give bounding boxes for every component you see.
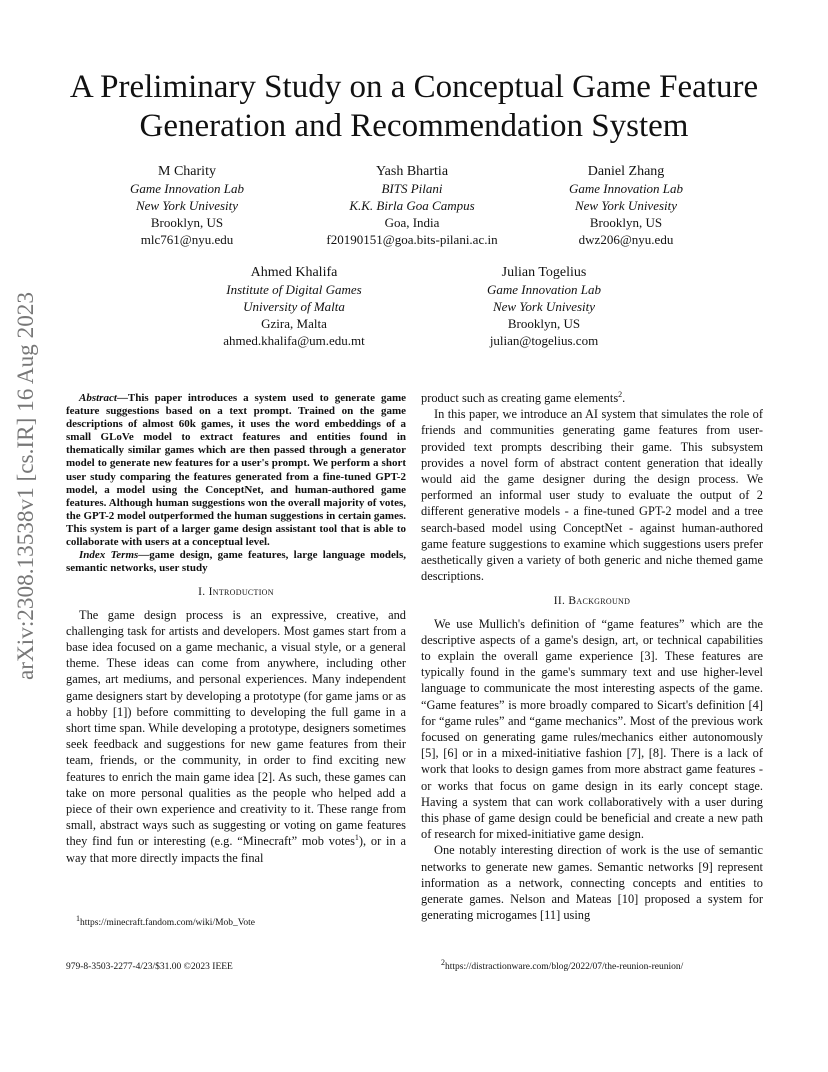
author-affiliation: Game Innovation Lab bbox=[486, 282, 602, 297]
author-email: dwz206@nyu.edu bbox=[578, 232, 674, 247]
footnote-ref: 1 bbox=[354, 833, 359, 843]
author-location: Brooklyn, US bbox=[150, 215, 224, 230]
abstract-label: Abstract bbox=[79, 392, 117, 404]
arxiv-side-stamp bbox=[6, 290, 42, 680]
author-name: Yash Bhartia bbox=[375, 164, 449, 179]
index-terms bbox=[66, 549, 406, 575]
footnote-url: https://minecraft.fandom.com/wiki/Mob_Vote bbox=[80, 918, 256, 928]
background-paragraph-2: One notably interesting direction of work is the use of semantic networks to generate new games. Semantic networks [9] represent information as a network, connecting concepts and entities to generate games. Nelson and Mateas [10] proposed a system for generating microgames [11] using bbox=[421, 843, 763, 923]
author-name: Daniel Zhang bbox=[587, 164, 665, 179]
section-heading-introduction: I. Introduction bbox=[198, 586, 274, 599]
author-affiliation: New York Univesity bbox=[135, 198, 239, 213]
author-block-khalifa bbox=[174, 264, 414, 349]
intro-paragraph-2: In this paper, we introduce an AI system that simulates the role of friends and communities generating game features from user-provided text prompts describing their game. This subsystem provides a novel form of abstract content generation that ideally would aid the game designer during the design process. We performed an informal user study to evaluate the output of 2 different generative models - a fine-tuned GPT-2 model and a tree search-based model using ConceptNet - against human-authored game feature suggestions to examine which suggestions users prefer aesthetically given a variety of both generic and niche themed game descriptions. bbox=[421, 407, 763, 584]
index-terms-label: Index Terms bbox=[79, 549, 139, 562]
footnote-1 bbox=[76, 913, 256, 928]
paper-title bbox=[40, 68, 788, 146]
background-paragraph-1: We use Mullich's definition of “game features” which are the descriptive aspects of a game's design, art, or technical capabilities to explain the overall game experience [3]. These features are typically found in the game's summary text and use higher-level language to communicate the most interesting aspects of the game. “Game features” is more broadly compared to Sicart's definition [4] for “game rules” and “game mechanics”. Most of the previous work focused on generating game rules/mechanics either autonomously [5], [6] or in a mixed-initiative fashion [7], [8]. There is a lack of work that looks to design games from more abstract game features - or works that focus on game design in its early concept stage. Having a system that can work collaboratively with a user during this phase of game design could be beneficial and create a new path of research for mixed-initiative game design. bbox=[421, 616, 763, 842]
footnote-2 bbox=[441, 957, 684, 972]
abstract bbox=[66, 392, 406, 549]
author-affiliation: BITS Pilani bbox=[381, 181, 443, 196]
intro-paragraph bbox=[66, 607, 406, 866]
index-terms-text: —game design, game features, large language models, semantic networks, user study bbox=[66, 549, 406, 575]
footnote-mark: 1 bbox=[76, 913, 80, 923]
author-affiliation: Game Innovation Lab bbox=[568, 181, 684, 196]
author-block-bhartia bbox=[292, 163, 532, 248]
right-column bbox=[421, 390, 763, 924]
author-location: Goa, India bbox=[384, 215, 440, 230]
author-name: Ahmed Khalifa bbox=[250, 265, 338, 280]
intro-text-end: ), or in a way that more directly impacts the final bbox=[66, 834, 406, 865]
footnote-url: https://distractionware.com/blog/2022/07/the-reunion-reunion/ bbox=[445, 962, 684, 972]
author-location: Brooklyn, US bbox=[589, 215, 663, 230]
author-affiliation: Institute of Digital Games bbox=[226, 282, 362, 297]
author-name: Julian Togelius bbox=[501, 265, 587, 280]
author-block-charity bbox=[67, 163, 307, 248]
left-column bbox=[66, 392, 406, 866]
author-block-togelius bbox=[424, 264, 664, 349]
author-block-zhang bbox=[506, 163, 746, 248]
intro-text: The game design process is an expressive, creative, and challenging task for artists and developers. Most games start from a base idea focused on a game mechanic, a visual style, or a general theme. These ideas can come from anywhere, including other games, art mediums, and personal experiences. Many independent game designers start by developing a prototype (for game jams or as a hobby [1]) before committing to developing the full game in a short time span. While developing a prototype, designers sometimes seek feedback and suggestions for new game features from their team, friends, or the community, in order to find exciting new features to enrich the main game idea [2]. As such, these games can take on more personal qualities as the people who helped add a piece of their own experience and creativity to it. These range from small, abstract ways such as suggesting or voting on game features they find fun or interesting (e.g. “Minecraft” mob votes bbox=[66, 607, 406, 849]
intro-continued-text: product such as creating game elements bbox=[421, 391, 619, 405]
author-affiliation: New York Univesity bbox=[492, 299, 596, 314]
author-affiliation: K.K. Birla Goa Campus bbox=[349, 198, 475, 213]
intro-continued bbox=[421, 390, 763, 406]
author-location: Brooklyn, US bbox=[507, 316, 581, 331]
title-line-1: A Preliminary Study on a Conceptual Game Feature bbox=[69, 69, 759, 105]
author-affiliation: University of Malta bbox=[243, 299, 345, 314]
footnote-ref: 2 bbox=[618, 389, 623, 399]
section-heading-background: II. Background bbox=[553, 595, 631, 608]
author-name: M Charity bbox=[158, 164, 216, 179]
author-email: mlc761@nyu.edu bbox=[140, 232, 234, 247]
author-email: julian@togelius.com bbox=[489, 333, 599, 348]
author-location: Gzira, Malta bbox=[261, 316, 327, 331]
arxiv-stamp-text: arXiv:2308.13538v1 [cs.IR] 16 Aug 2023 bbox=[13, 290, 39, 680]
author-affiliation: New York Univesity bbox=[574, 198, 678, 213]
author-email: f20190151@goa.bits-pilani.ac.in bbox=[326, 232, 498, 247]
author-email: ahmed.khalifa@um.edu.mt bbox=[223, 333, 365, 348]
title-line-2: Generation and Recommendation System bbox=[139, 108, 689, 144]
copyright-line: 979-8-3503-2277-4/23/$31.00 ©2023 IEEE bbox=[66, 962, 233, 972]
intro-continued-end: . bbox=[622, 391, 626, 405]
footnote-mark: 2 bbox=[441, 957, 445, 967]
abstract-text: —This paper introduces a system used to generate game feature suggestions based on a text prompt. Trained on the game descriptions of almost 60k games, it uses the word embeddings of a small GLoVe model to extract features and entities found in thematically similar games which are then passed through a generator model to generate new features for a user's prompt. We perform a short user study comparing the features generated from a fine-tuned GPT-2 model, a model using the ConceptNet, and human-authored game features. Although human suggestions won the overall majority of votes, the GPT-2 model outperformed the human suggestions in certain games. This system is part of a larger game design assistant tool that is able to collaborate with users at a conceptual level. bbox=[66, 392, 406, 549]
author-affiliation: Game Innovation Lab bbox=[129, 181, 245, 196]
